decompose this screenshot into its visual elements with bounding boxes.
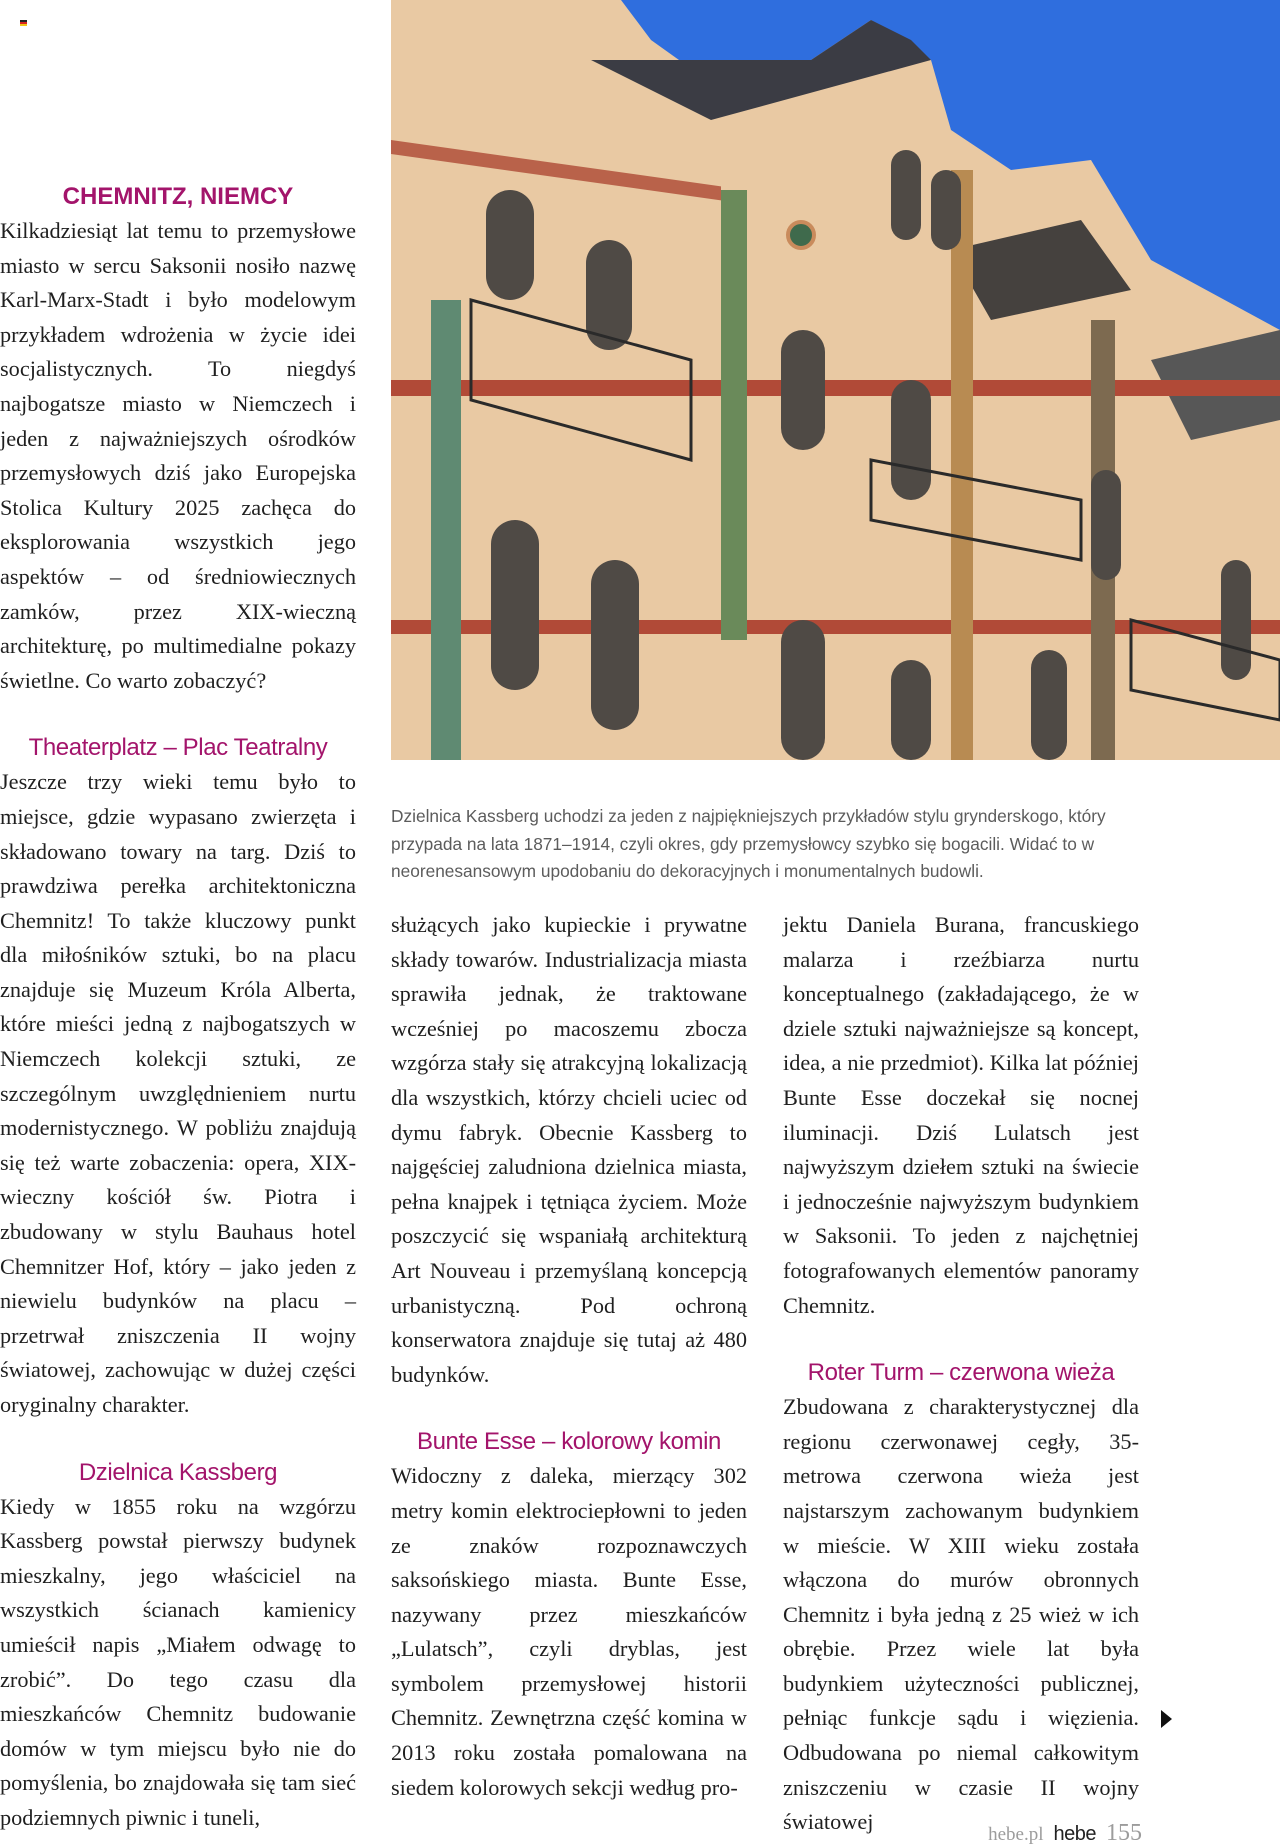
bunte-esse-heading: Bunte Esse – kolorowy komin <box>416 1428 721 1456</box>
right-column <box>783 908 1139 1840</box>
kassberg-paragraph-part1: Kiedy w 1855 roku na wzgórzu Kassberg powstał pierwszy budynek mieszkalny, jego właściciel na wszystkich ścianach kamienicy umieścił napis „Miałem odwagę to zrobić”. Do tego czasu dla mieszkańców Chemnitz budowanie domów w tym miejscu było nie do pomyślenia, bo znajdowała się tam sieć podziemnych piwnic i tuneli, <box>0 1493 356 1830</box>
left-column <box>0 180 356 1836</box>
kassberg-paragraph-part2: służących jako kupieckie i prywatne składy towarów. Industrializacja miasta sprawiła jednak, że traktowane wcześniej po macoszemu zbocza wzgórza stały się atrakcyjną lokalizacją dla wszystkich, którzy chcieli uciec od dymu fabryk. Obecnie Kassberg to najgęściej zaludniona dzielnica miasta, pełna knajpek i tętniąca życiem. Może poszczycić się wspaniałą architekturą Art Nouveau i przemyślaną koncepcją urbanistyczną. Pod ochroną konserwatora znajduje się tutaj aż 480 budynków. <box>391 912 747 1387</box>
page-footer <box>988 1820 1142 1847</box>
intro-paragraph: Kilkadziesiąt lat temu to przemysłowe miasto w sercu Saksonii nosiło nazwę Karl-Marx-Stadt i było modelowym przykładem wdrożenia w życie idei socjalistycznych. To niegdyś najbogatsze miasto w Niemczech i jeden z najważniejszych ośrodków przemysłowych dziś jako Europejska Stolica Kultury 2025 zachęca do eksplorowania wszystkich jego aspektów – od średniowiecznych zamków, przez XIX-wieczną architekturę, po multimedialne pokazy świetlne. Co warto zobaczyć? <box>0 218 356 693</box>
german-flag-icon <box>20 20 27 26</box>
footer-url: hebe.pl <box>988 1824 1044 1845</box>
theaterplatz-heading: Theaterplatz – Plac Teatralny <box>28 734 328 762</box>
photo-caption: Dzielnica Kassberg uchodzi za jeden z najpiękniejszych przykładów stylu grynderskogo, który przypada na lata 1871–1914, czyli okres, gdy przemysłowcy szybko się bogacili. Widać to w neorenesansowym upodobaniu do dekoracyjnych i monumentalnych budowli. <box>391 806 1106 882</box>
kassberg-photo <box>391 0 1280 760</box>
roter-turm-heading: Roter Turm – czerwona wieża <box>807 1359 1115 1387</box>
bunte-esse-paragraph-part1: Widoczny z daleka, mierzący 302 metry komin elektrociepłowni to jeden ze znaków rozpoznawczych saksońskiego miasta. Bunte Esse, nazywany przez mieszkańców „Lulatsch”, czyli dryblas, jest symbolem przemysłowej historii Chemnitz. Zewnętrzna część komina w 2013 roku została pomalowana na siedem kolorowych sekcji według pro- <box>391 1463 747 1800</box>
footer-brand-logo: hebe <box>1053 1823 1096 1845</box>
bunte-esse-paragraph-part2: jektu Daniela Burana, francuskiego malarza i rzeźbiarza nurtu konceptualnego (zakładającego, że w dziele sztuki najważniejsze są koncept, idea, a nie przedmiot). Kilka lat później Bunte Esse doczekał się nocnej iluminacji. Dziś Lulatsch jest najwyższym dziełem sztuki na świecie i jednocześnie najwyższym budynkiem w Saksonii. To jeden z najchętniej fotografowanych elementów panoramy Chemnitz. <box>783 912 1139 1318</box>
roter-turm-paragraph: Zbudowana z charakterystycznej dla regionu czerwonawej cegły, 35-metrowa czerwona wieża jest najstarszym zachowanym budynkiem w mieście. W XIII wieku została włączona do murów obronnych Chemnitz i była jedną z 25 wież w ich obrębie. Przez wiele lat była budynkiem użyteczności publicznej, pełniąc funkcje sądu i więzienia. Odbudowana po niemal całkowitym zniszczeniu w czasie II wojny światowej <box>783 1394 1139 1835</box>
continue-arrow-icon <box>1161 1710 1172 1728</box>
country-heading: CHEMNITZ, NIEMCY <box>62 183 294 210</box>
page-number: 155 <box>1106 1820 1142 1846</box>
kassberg-heading: Dzielnica Kassberg <box>78 1458 278 1486</box>
middle-column <box>391 908 747 1805</box>
theaterplatz-paragraph: Jeszcze trzy wieki temu było to miejsce, gdzie wypasano zwierzęta i składowano towary na targ. Dziś to prawdziwa perełka architektoniczna Chemnitz! To także kluczowy punkt dla miłośników sztuki, bo na placu znajduje się Muzeum Króla Alberta, które mieści jedną z najbogatszych w Niemczech kolekcji sztuki, ze szczególnym uwzględnieniem nurtu modernistycznego. W pobliżu znajdują się też warte zobaczenia: opera, XIX-wieczny kościół św. Piotra i zbudowany w stylu Bauhaus hotel Chemnitzer Hof, który – jako jeden z niewielu budynków na placu – przetrwał zniszczenia II wojny światowej, zachowując w dużej części oryginalny charakter. <box>0 769 356 1417</box>
